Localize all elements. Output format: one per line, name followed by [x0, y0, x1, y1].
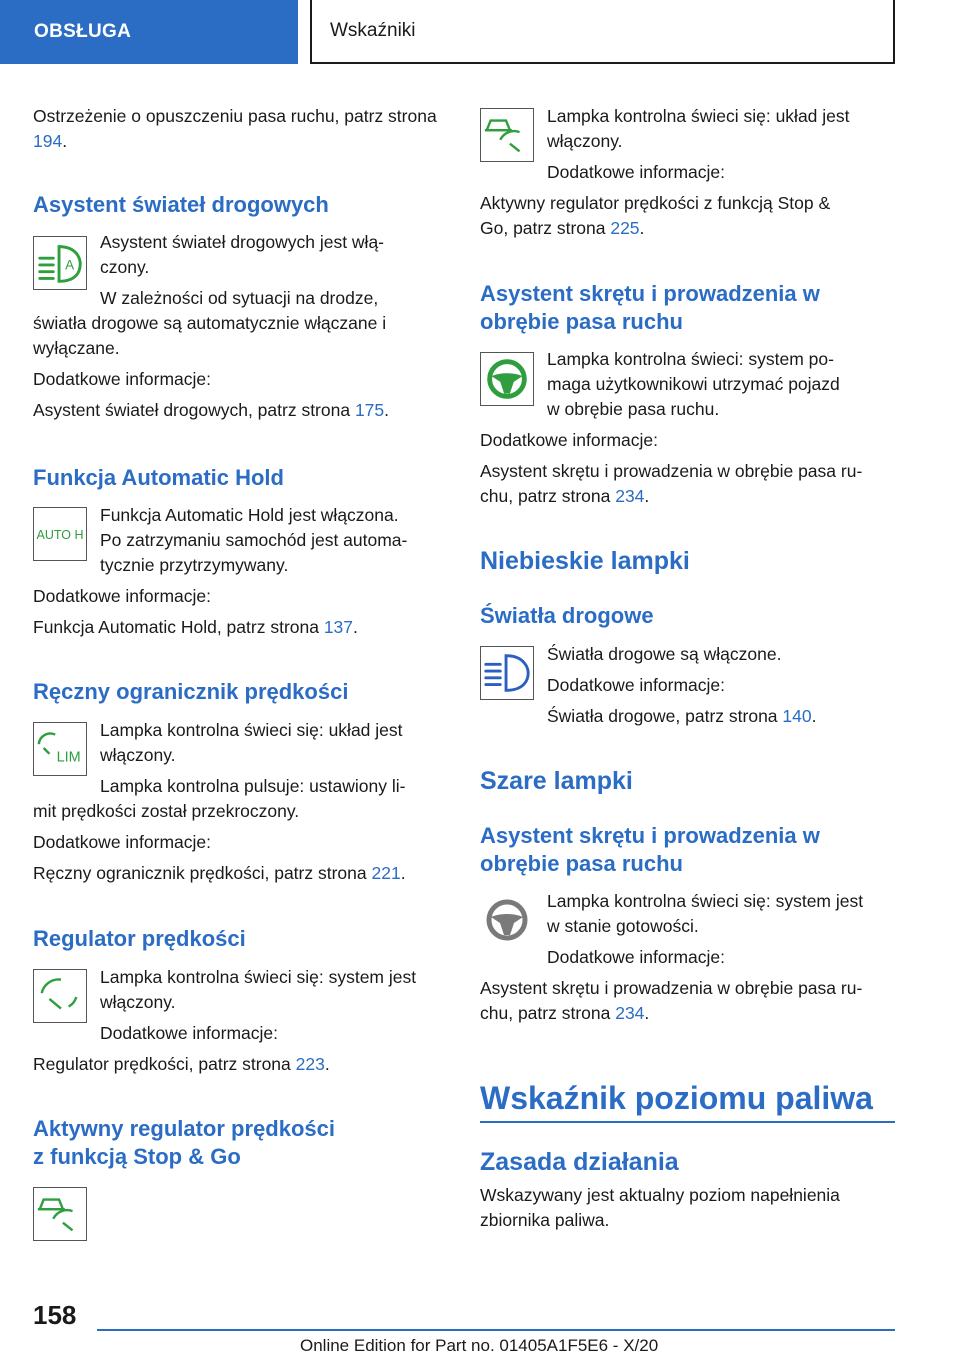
page-link-140[interactable]: 140 [782, 706, 812, 726]
svg-text:A: A [65, 257, 75, 273]
section-blue-lamps: Niebieskie lampki [480, 547, 690, 575]
footer-rule [97, 1329, 895, 1331]
acc-description: Lampka kontrolna świeci się: układ jest włączony. Dodatkowe informacje: Aktywny regulator prędkości z funkcją Stop & Go, patrz strona 225. [480, 106, 850, 238]
intro-paragraph: Ostrzeżenie o opuszczeniu pasa ruchu, patrz strona 194. [33, 106, 437, 151]
section-grey-lamps: Szare lampki [480, 767, 633, 795]
section-fuel-gauge: Wskaźnik poziomu paliwa [480, 1080, 873, 1116]
section-steering-assist-green: Asystent skrętu i prowadzenia w obrębie pasa ruchu [480, 281, 820, 334]
svg-text:AUTO H: AUTO H [36, 527, 84, 542]
page-link-175[interactable]: 175 [354, 400, 385, 420]
page-link-234[interactable]: 234 [615, 486, 645, 506]
page-link-137[interactable]: 137 [323, 617, 354, 637]
section-cruise-control: Regulator prędkości [33, 926, 246, 951]
page-link-225[interactable]: 225 [610, 218, 640, 238]
svg-text:LIM: LIM [56, 749, 81, 766]
section-title: Asystent świateł drogowych [33, 192, 329, 217]
page-number: 158 [33, 1300, 77, 1330]
section-tab: OBSŁUGA [0, 0, 298, 64]
page-link-223[interactable]: 223 [295, 1054, 325, 1074]
heading-rule [480, 1121, 895, 1123]
page-link-221[interactable]: 221 [371, 863, 401, 883]
section-speed-limiter: Ręczny ogranicznik prędkości [33, 679, 349, 704]
footer-edition: Online Edition for Part no. 01405A1F5E6 - X/20 [300, 1336, 659, 1355]
section-acc-stop-go: Aktywny regulator prędkości z funkcją Stop & Go [33, 1116, 335, 1169]
page-link-194[interactable]: 194 [33, 131, 63, 151]
section-high-beam-assist [33, 191, 448, 219]
section-auto-hold: Funkcja Automatic Hold [33, 465, 284, 490]
active-cruise-control-icon [33, 1187, 87, 1241]
chapter-tab: Wskaźniki [310, 0, 895, 64]
page-link-234b[interactable]: 234 [615, 1003, 645, 1023]
